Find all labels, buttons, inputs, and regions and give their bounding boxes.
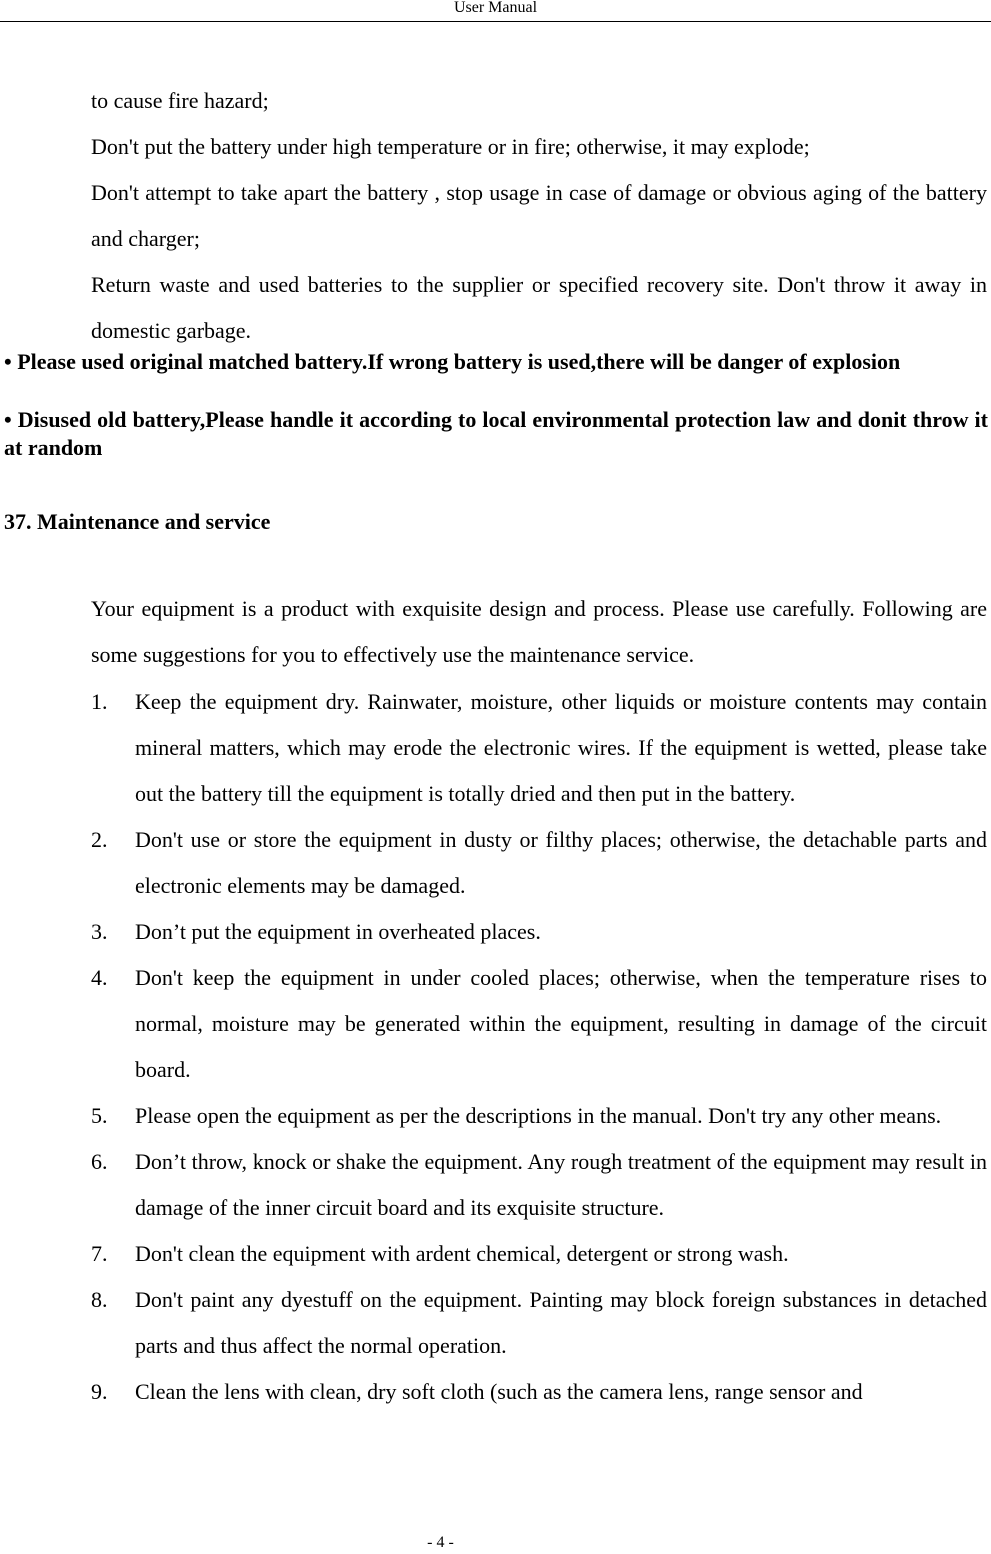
list-item-number: 4. [91,965,108,990]
list-item [91,1093,987,1139]
header-title: User Manual [453,0,538,16]
list-item [91,679,987,817]
list-item [91,1369,987,1415]
list-item-number: 8. [91,1287,108,1312]
list-item-text: Don't clean the equipment with ardent chemical, detergent or strong wash. [135,1241,789,1266]
list-item-text: Clean the lens with clean, dry soft cloth (such as the camera lens, range sensor and [135,1379,863,1404]
battery-line-2: Don't put the battery under high temperature or in fire; otherwise, it may explode; [91,134,810,159]
list-item-number: 7. [91,1241,108,1266]
list-item-text: Don’t put the equipment in overheated places. [135,919,541,944]
list-item [91,1139,987,1231]
list-item-number: 1. [91,689,108,714]
list-item-text: Please open the equipment as per the descriptions in the manual. Don't try any other means. [135,1103,942,1128]
battery-line-4: Return waste and used batteries to the supplier or specified recovery site. Don't throw it away in domestic garbage. [91,272,987,343]
maintenance-list [91,679,987,1415]
page-header [0,0,991,22]
battery-line-1: to cause fire hazard; [91,88,269,113]
battery-line-3: Don't attempt to take apart the battery , stop usage in case of damage or obvious aging of the battery and charger; [91,180,987,251]
list-item-number: 2. [91,827,108,852]
list-item-number: 9. [91,1379,108,1404]
list-item [91,1277,987,1369]
list-item-number: 5. [91,1103,108,1128]
section-intro: Your equipment is a product with exquisite design and process. Please use carefully. Following are some suggestions for you to effectively use the maintenance service. [91,596,987,667]
list-item [91,955,987,1093]
list-item-text: Don't paint any dyestuff on the equipment. Painting may block foreign substances in detached parts and thus affect the normal operation. [135,1287,987,1358]
bold-note-original-battery: • Please used original matched battery.If wrong battery is used,there will be danger of explosion [4,349,901,374]
list-item-text: Don't use or store the equipment in dusty or filthy places; otherwise, the detachable parts and electronic elements may be damaged. [135,827,987,898]
section-title: 37. Maintenance and service [4,509,271,534]
list-item-number: 6. [91,1149,108,1174]
list-item [91,909,987,955]
list-item-text: Keep the equipment dry. Rainwater, moisture, other liquids or moisture contents may contain mineral matters, which may erode the electronic wires. If the equipment is wetted, please take out the battery till the equipment is totally dried and then put in the battery. [135,689,987,806]
list-item [91,1231,987,1277]
bold-note-disused-battery: • Disused old battery,Please handle it according to local environmental protection law and donit throw it at random [4,407,988,460]
list-item [91,817,987,909]
list-item-number: 3. [91,919,108,944]
list-item-text: Don't keep the equipment in under cooled places; otherwise, when the temperature rises to normal, moisture may be generated within the equipment, resulting in damage of the circuit board. [135,965,987,1082]
list-item-text: Don’t throw, knock or shake the equipment. Any rough treatment of the equipment may result in damage of the inner circuit board and its exquisite structure. [135,1149,987,1220]
page-number: - 4 - [427,1534,454,1551]
